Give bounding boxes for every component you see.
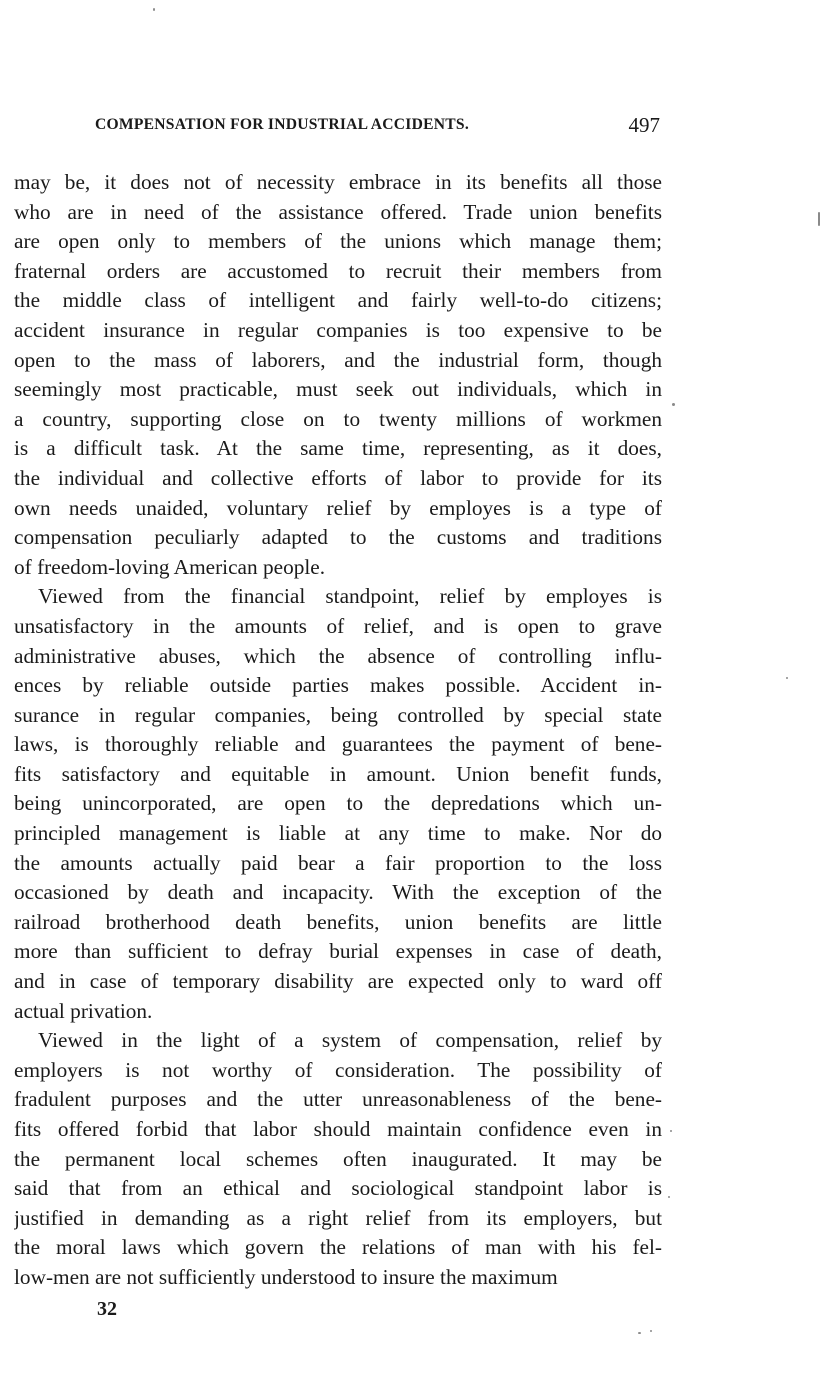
text-line: who are in need of the assistance offered. Trade union benefits <box>14 199 662 224</box>
text-line: fradulent purposes and the utter unreasonableness of the bene- <box>14 1087 662 1112</box>
text-line: open to the mass of laborers, and the industrial form, though <box>14 347 662 372</box>
text-line: justified in demanding as a right relief from its employers, but <box>14 1205 662 1230</box>
text-line: laws, is thoroughly reliable and guarantees the payment of bene- <box>14 732 662 757</box>
text-line: railroad brotherhood death benefits, union benefits are little <box>14 909 662 934</box>
text-line: a country, supporting close on to twenty millions of workmen <box>14 406 662 431</box>
body-text <box>14 168 662 1293</box>
text-line: low-men are not sufficiently understood to insure the maximum <box>14 1264 558 1289</box>
text-line: and in case of temporary disability are expected only to ward off <box>14 969 662 994</box>
text-line: fits satisfactory and equitable in amount. Union benefit funds, <box>14 761 662 786</box>
text-line: occasioned by death and incapacity. With the exception of the <box>14 880 662 905</box>
text-line: said that from an ethical and sociological standpoint labor is <box>14 1176 662 1201</box>
text-line: the individual and collective efforts of labor to provide for its <box>14 465 662 490</box>
scan-speck <box>670 1130 672 1132</box>
text-line: are open only to members of the unions which manage them; <box>14 229 662 254</box>
text-line: the permanent local schemes often inaugurated. It may be <box>14 1146 662 1171</box>
text-line: seemingly most practicable, must seek out individuals, which in <box>14 377 662 402</box>
text-line: Viewed from the financial standpoint, relief by employes is <box>38 584 662 609</box>
text-line: employers is not worthy of consideration. The possibility of <box>14 1057 662 1082</box>
text-line: the amounts actually paid bear a fair proportion to the loss <box>14 850 662 875</box>
text-line: principled management is liable at any time to make. Nor do <box>14 821 662 846</box>
text-line: is a difficult task. At the same time, representing, as it does, <box>14 436 662 461</box>
text-line: more than sufficient to defray burial expenses in case of death, <box>14 939 662 964</box>
signature-mark: 32 <box>97 1298 117 1320</box>
text-line: unsatisfactory in the amounts of relief, and is open to grave <box>14 613 662 638</box>
text-line: surance in regular companies, being controlled by special state <box>14 702 662 727</box>
text-line: accident insurance in regular companies is too expensive to be <box>14 317 662 342</box>
text-line: may be, it does not of necessity embrace in its benefits all those <box>14 170 662 194</box>
text-line: administrative abuses, which the absence of controlling influ- <box>14 643 662 668</box>
scan-speck <box>153 8 155 11</box>
text-line: Viewed in the light of a system of compensation, relief by <box>38 1028 662 1053</box>
running-title: COMPENSATION FOR INDUSTRIAL ACCIDENTS. <box>95 116 469 133</box>
text-line: the middle class of intelligent and fairly well-to-do citizens; <box>14 288 662 313</box>
page-number: 497 <box>628 113 660 137</box>
text-line: fits offered forbid that labor should maintain confidence even in <box>14 1117 662 1141</box>
scan-speck <box>638 1332 641 1334</box>
text-line: own needs unaided, voluntary relief by employes is a type of <box>14 495 662 520</box>
scan-speck <box>668 1196 670 1198</box>
text-line: actual privation. <box>14 998 153 1023</box>
text-line: being unincorporated, are open to the depredations which un- <box>14 791 662 816</box>
text-line: of freedom-loving American people. <box>14 554 326 579</box>
running-head <box>95 113 660 140</box>
text-line: compensation peculiarly adapted to the customs and traditions <box>14 525 662 550</box>
scan-speck <box>672 403 675 406</box>
text-line: ences by reliable outside parties makes possible. Accident in- <box>14 673 662 698</box>
text-line: fraternal orders are accustomed to recruit their members from <box>14 258 662 283</box>
text-line: the moral laws which govern the relations of man with his fel- <box>14 1235 662 1260</box>
scan-speck <box>650 1330 652 1332</box>
scan-speck <box>818 212 820 226</box>
scan-speck <box>786 677 788 679</box>
